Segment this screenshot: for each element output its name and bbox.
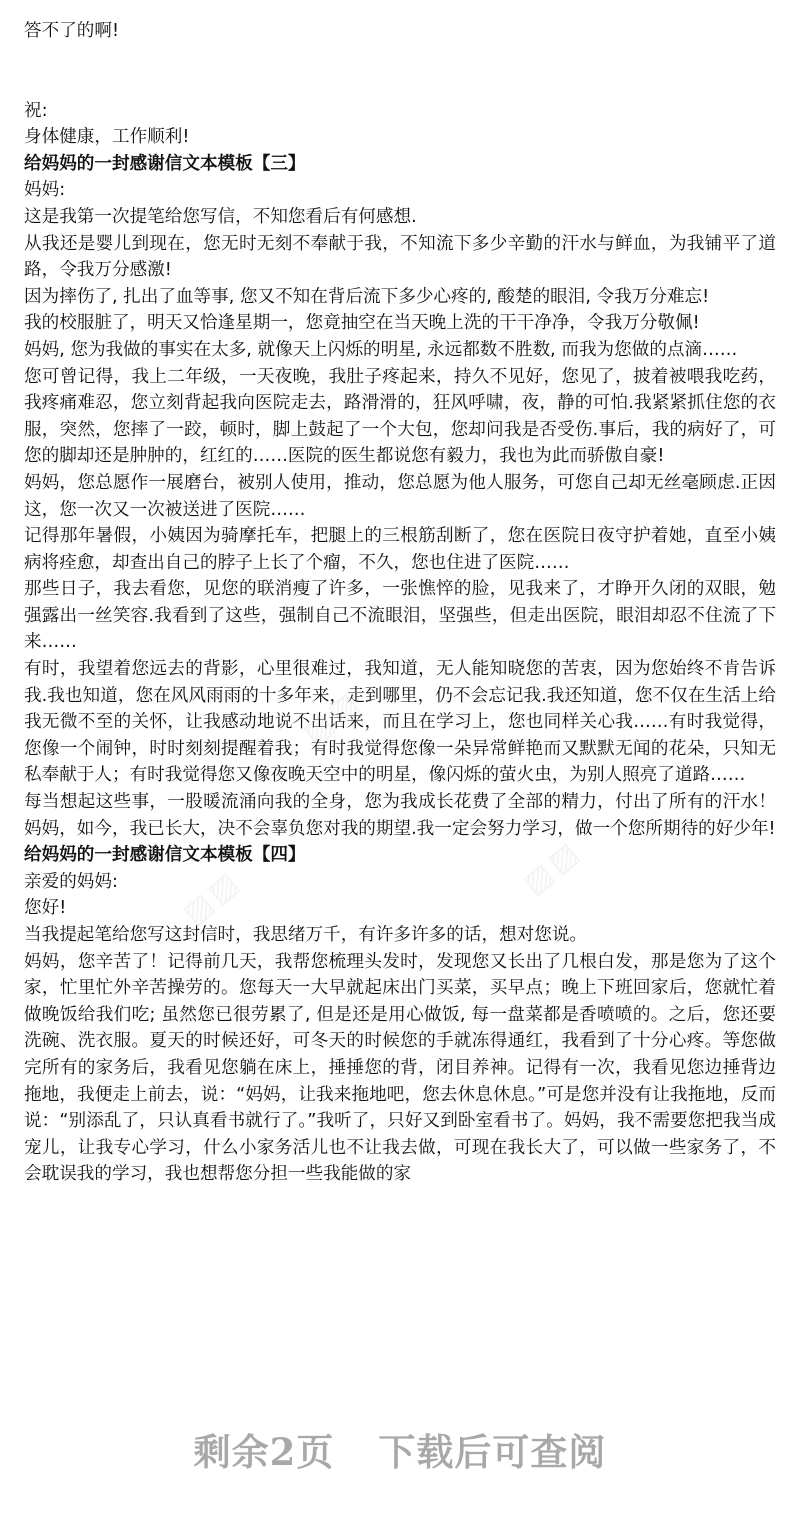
paragraph: 有时，我望着您远去的背影，心里很难过，我知道，无人能知晓您的苦衷，因为您始终不肯告诉我.我也知道，您在风风雨雨的十多年来，走到哪里，仍不会忘记我.我还知道，您不仅在生活上给我无微不至的关怀，让我感动地说不出话来，而且在学习上，您也同样关心我……有时我觉得，您像一个闹钟，时时刻刻提醒着我；有时我觉得您像一朵异常鲜艳而又默默无闻的花朵，只知无私奉献于人；有时我觉得您又像夜晚天空中的明星，像闪烁的萤火虫，为别人照亮了道路……: [24, 659, 776, 786]
paragraph: 妈妈, 您为我做的事实在太多, 就像天上闪烁的明星, 永远都数不胜数, 而我为您做的点滴……: [24, 339, 738, 360]
blank-space: [24, 45, 776, 98]
closing-salutation: 祝:: [24, 100, 48, 121]
paragraph: 当我提起笔给您写这封信时，我思绪万千，有许多许多的话，想对您说。: [24, 925, 588, 945]
paragraph: 因为摔伤了, 扎出了血等事, 您又不知在背后流下多少心疼的, 酸楚的眼泪, 令我万分难忘!: [24, 286, 710, 307]
paragraph: 妈妈，您总愿作一展磨台，被别人使用，推动，您总愿为他人服务，可您自己却无丝毫顾虑.正因这，您一次又一次被送进了医院……: [24, 472, 776, 520]
watermark: ▨▨: [176, 863, 249, 932]
paragraph: 记得那年暑假，小姨因为骑摩托车，把腿上的三根筋刮断了，您在医院日夜守护着她，直至小姨病将痊愈，却查出自己的脖子上长了个瘤，不久，您也住进了医院……: [24, 526, 776, 573]
section-heading-4: 给妈妈的一封感谢信文本模板【四】: [24, 845, 306, 866]
section-heading-3: 给妈妈的一封感谢信文本模板【三】: [24, 153, 306, 174]
paragraph: 每当想起这些事，一股暖流涌向我的全身，您为我成长花费了全部的精力，付出了所有的汗水！妈妈，如今，我已长大，决不会辜负您对我的期望.我一定会努力学习，做一个您所期待的好少年!: [24, 792, 776, 839]
watermark: ▨▨: [516, 833, 589, 902]
partial-line: [24, 0, 776, 18]
section3-greeting: 妈妈:: [24, 180, 66, 201]
download-prompt[interactable]: [0, 1422, 800, 1476]
paragraph: 我的校服脏了，明天又恰逢星期一，您竟抽空在当天晚上洗的干干净净，令我万分敬佩!: [24, 313, 700, 334]
section4-hello: 您好!: [24, 898, 67, 919]
paragraph: 那些日子，我去看您，见您的联消瘦了许多，一张憔悴的脸，见我来了，才睁开久闭的双眼，勉强露出一丝笑容.我看到了这些，强制自己不流眼泪，坚强些，但走出医院，眼泪却忍不住流了下来……: [24, 579, 776, 653]
paragraph: 答不了的啊!: [24, 21, 120, 41]
paragraph: 这是我第一次提笔给您写信，不知您看后有何感想.: [24, 206, 417, 227]
paragraph: 妈妈，您辛苦了！记得前几天，我帮您梳理头发时，发现您又长出了几根白发，那是您为了这个家，忙里忙外辛苦操劳的。您每天一大早就起床出门买菜，买早点；晚上下班回家后，您就忙着做晚饭给我们吃; 虽然您已很劳累了, 但是还是用心做饭, 每一盘菜都是香喷喷的。之后，您还要洗碗、洗衣服。夏天的时候还好，可冬天的时候您的手就冻得通红，我看到了十分心疼。等您做完所有的家务后，我看见您躺在床上，捶捶您的背，闭目养神。记得有一次，我看见您边捶背边拖地，我便走上前去，说：“妈妈，让我来拖地吧，您去休息休息。”可是您并没有让我拖地，反而说：“别添乱了，只认真看书就行了。”我听了，只好又到卧室看书了。妈妈，我不需要您把我当成宠儿，让我专心学习，什么小家务活儿也不让我去做，可现在我长大了，可以做一些家务了，不会耽误我的学习，我也想帮您分担一些我能做的家: [24, 951, 776, 1185]
paragraph: 从我还是婴儿到现在，您无时无刻不奉献于我，不知流下多少辛勤的汗水与鲜血，为我铺平了道路，令我万分感激!: [24, 233, 776, 281]
watermark: ▨▨: [296, 683, 369, 752]
remaining-pages-label: 剩余2页: [193, 1430, 335, 1474]
download-to-view-label: 下载后可查阅: [378, 1430, 607, 1474]
section4-greeting: 亲爱的妈妈:: [24, 871, 118, 892]
letter-body: [24, 0, 776, 1188]
paragraph: 您可曾记得，我上二年级，一天夜晚，我肚子疼起来，持久不见好，您见了，披着被喂我吃药，我疼痛难忍，您立刻背起我向医院走去，路滑滑的，狂风呼啸，夜，静的可怕.我紧紧抓住您的衣服，突然，您摔了一跤，顿时，脚上鼓起了一个大包，您却问我是否受伤.事后，我的病好了，可您的脚却还是肿肿的，红红的……医院的医生都说您有毅力，我也为此而骄傲自豪!: [24, 366, 776, 467]
closing-wish: 身体健康，工作顺利!: [24, 127, 190, 148]
